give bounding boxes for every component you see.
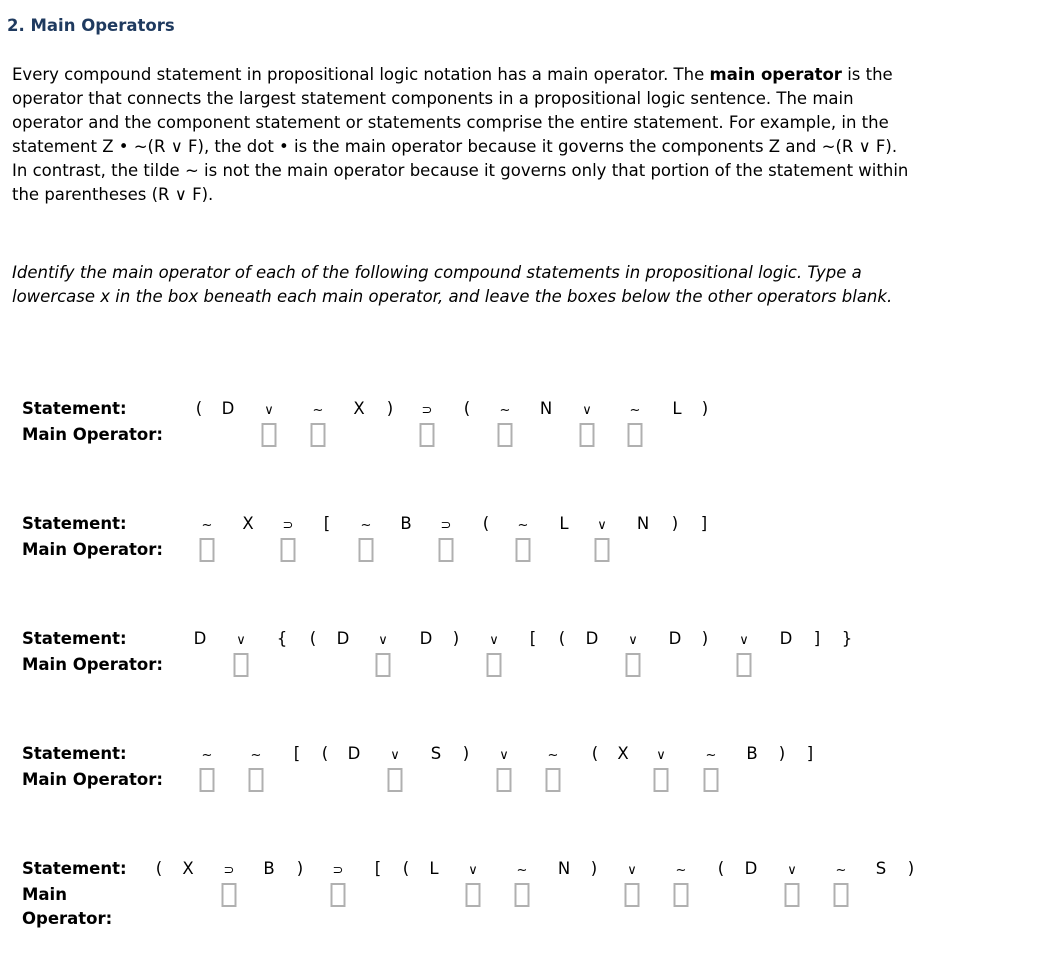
statement-symbol: ) — [462, 744, 470, 763]
operator-answer-box[interactable] — [497, 768, 512, 792]
statement-symbol: ∨ — [489, 633, 499, 648]
statement-symbol: ~ — [201, 518, 213, 533]
main-operator-label: Main Operator: — [22, 540, 163, 559]
statement-symbol: ( — [402, 859, 410, 878]
statement-symbol: D — [336, 629, 350, 648]
operator-answer-box[interactable] — [654, 768, 669, 792]
statement-symbol: ) — [452, 629, 460, 648]
statement-symbol: ( — [155, 859, 163, 878]
statement-label: Statement: — [22, 514, 127, 533]
statement-symbol: ( — [309, 629, 317, 648]
statement-symbol: L — [559, 514, 569, 533]
statement-label: Statement: — [22, 744, 127, 763]
statement-symbol: ∨ — [236, 633, 246, 648]
statement-symbol: N — [636, 514, 650, 533]
statement-symbol: ~ — [517, 518, 529, 533]
operator-answer-box[interactable] — [595, 538, 610, 562]
statement-symbol: ( — [321, 744, 329, 763]
statement-symbol: ~ — [675, 863, 687, 878]
statement-symbol: ) — [701, 629, 709, 648]
statement-symbol: L — [429, 859, 439, 878]
statement-symbol: ) — [386, 399, 394, 418]
statement-symbol: D — [779, 629, 793, 648]
intro-paragraph — [12, 63, 917, 207]
statement-symbol: ∨ — [378, 633, 388, 648]
operator-answer-box[interactable] — [515, 883, 530, 907]
statement-symbol: ∨ — [499, 748, 509, 763]
operator-answer-box[interactable] — [625, 883, 640, 907]
operator-answer-box[interactable] — [674, 883, 689, 907]
statement-symbol: ) — [671, 514, 679, 533]
statement-symbol: ~ — [499, 403, 511, 418]
operator-answer-box[interactable] — [498, 423, 513, 447]
statement-symbol: ∨ — [627, 863, 637, 878]
statement-symbol: D — [221, 399, 235, 418]
statement-block-2 — [0, 512, 1044, 622]
statement-symbol: ~ — [835, 863, 847, 878]
statement-symbol: X — [242, 514, 254, 533]
statement-symbol: ∨ — [390, 748, 400, 763]
statement-symbol: ] — [813, 629, 821, 648]
statement-symbol: ∨ — [787, 863, 797, 878]
statement-symbol: ~ — [250, 748, 262, 763]
statement-symbol: ( — [195, 399, 203, 418]
statement-symbol: X — [617, 744, 629, 763]
statement-symbol: ~ — [705, 748, 717, 763]
statement-symbol: ∨ — [582, 403, 592, 418]
statement-symbol: D — [419, 629, 433, 648]
operator-answer-box[interactable] — [785, 883, 800, 907]
operator-answer-box[interactable] — [200, 768, 215, 792]
operator-answer-box[interactable] — [834, 883, 849, 907]
statement-block-4 — [0, 742, 1044, 852]
statement-symbol: ~ — [360, 518, 372, 533]
statement-label: Statement: — [22, 629, 127, 648]
statement-symbol: D — [193, 629, 207, 648]
statement-symbol: ) — [590, 859, 598, 878]
main-operator-label: Main Operator: — [22, 655, 163, 674]
statement-label: Statement: — [22, 399, 127, 418]
statement-symbol: ⊃ — [223, 863, 235, 878]
statement-symbol: N — [557, 859, 571, 878]
statement-symbol: ⊃ — [421, 403, 433, 418]
statement-symbol: L — [672, 399, 682, 418]
statement-symbol: ~ — [516, 863, 528, 878]
statement-symbol: D — [744, 859, 758, 878]
operator-answer-box[interactable] — [359, 538, 374, 562]
statement-block-1 — [0, 397, 1044, 507]
intro-bold-term: main operator — [709, 65, 842, 84]
statement-symbol: { — [276, 629, 288, 648]
statement-symbol: ⊃ — [440, 518, 452, 533]
statement-symbol: S — [430, 744, 442, 763]
statement-symbol: X — [182, 859, 194, 878]
statement-symbol: ) — [778, 744, 786, 763]
statement-symbol: ∨ — [628, 633, 638, 648]
operator-answer-box[interactable] — [311, 423, 326, 447]
statement-symbol: ] — [700, 514, 708, 533]
statement-symbol: D — [585, 629, 599, 648]
operator-answer-box[interactable] — [200, 538, 215, 562]
operator-answer-box[interactable] — [331, 883, 346, 907]
operator-answer-box[interactable] — [234, 653, 249, 677]
operator-answer-box[interactable] — [737, 653, 752, 677]
operator-answer-box[interactable] — [704, 768, 719, 792]
statement-symbol: ∨ — [468, 863, 478, 878]
main-operator-label: Main Operator: — [22, 770, 163, 789]
intro-text-2: is the operator that connects the largest statement components in a propositional logic sentence. The main operator and the component statement or statements comprise the entire statement. For example, in the statement Z • ~(R ∨ F), the dot • is the main operator because it governs the components Z and ~(R ∨ F). In contrast, the tilde ~ is not the main operator because it governs only that portion of the statement within the parentheses (R ∨ F). — [12, 65, 909, 204]
main-operator-label: Main Operator: — [22, 425, 163, 444]
statement-symbol: ⊃ — [332, 863, 344, 878]
statement-symbol: ~ — [312, 403, 324, 418]
statement-symbol: N — [539, 399, 553, 418]
statement-block-5 — [0, 857, 1044, 967]
statement-symbol: B — [746, 744, 758, 763]
statement-symbol: S — [875, 859, 887, 878]
operator-answer-box[interactable] — [388, 768, 403, 792]
statement-symbol: ~ — [201, 748, 213, 763]
operator-answer-box[interactable] — [546, 768, 561, 792]
statement-symbol: D — [668, 629, 682, 648]
operator-answer-box[interactable] — [628, 423, 643, 447]
intro-text-1: Every compound statement in propositional logic notation has a main operator. The — [12, 65, 710, 84]
operator-answer-box[interactable] — [222, 883, 237, 907]
operator-answer-box[interactable] — [439, 538, 454, 562]
statement-symbol: ( — [558, 629, 566, 648]
statement-symbol: B — [263, 859, 275, 878]
statement-symbol: ∨ — [597, 518, 607, 533]
statement-symbol: ∨ — [656, 748, 666, 763]
statement-symbol: ⊃ — [282, 518, 294, 533]
statement-label: Statement: — [22, 859, 127, 878]
statement-symbol: B — [400, 514, 412, 533]
statement-symbol: ( — [717, 859, 725, 878]
statement-symbol: } — [841, 629, 853, 648]
statement-symbol: D — [347, 744, 361, 763]
statement-symbol: ( — [482, 514, 490, 533]
operator-answer-box[interactable] — [466, 883, 481, 907]
statement-symbol: ) — [296, 859, 304, 878]
operator-answer-box[interactable] — [626, 653, 641, 677]
operator-answer-box[interactable] — [487, 653, 502, 677]
operator-answer-box[interactable] — [376, 653, 391, 677]
operator-answer-box[interactable] — [580, 423, 595, 447]
main-operator-label: Main Operator: — [22, 885, 113, 928]
statement-symbol: X — [353, 399, 365, 418]
statement-symbol: [ — [293, 744, 301, 763]
statement-symbol: [ — [374, 859, 382, 878]
statement-symbol: ∨ — [739, 633, 749, 648]
section-title: 2. Main Operators — [7, 16, 175, 35]
operator-answer-box[interactable] — [281, 538, 296, 562]
instructions: Identify the main operator of each of the following compound statements in propositional logic. Type a lowercase x in the box beneath each main operator, and leave the boxes below the other operators blank. — [12, 263, 893, 306]
statement-symbol: [ — [529, 629, 537, 648]
statement-block-3 — [0, 627, 1044, 737]
statement-symbol: ) — [701, 399, 709, 418]
statement-symbol: ( — [463, 399, 471, 418]
operator-answer-box[interactable] — [262, 423, 277, 447]
operator-answer-box[interactable] — [420, 423, 435, 447]
operator-answer-box[interactable] — [516, 538, 531, 562]
statement-symbol: ∨ — [264, 403, 274, 418]
statement-symbol: ~ — [629, 403, 641, 418]
operator-answer-box[interactable] — [249, 768, 264, 792]
statement-symbol: ~ — [547, 748, 559, 763]
statement-symbol: ( — [591, 744, 599, 763]
statement-symbol: [ — [323, 514, 331, 533]
statement-symbol: ) — [907, 859, 915, 878]
statement-symbol: ] — [806, 744, 814, 763]
